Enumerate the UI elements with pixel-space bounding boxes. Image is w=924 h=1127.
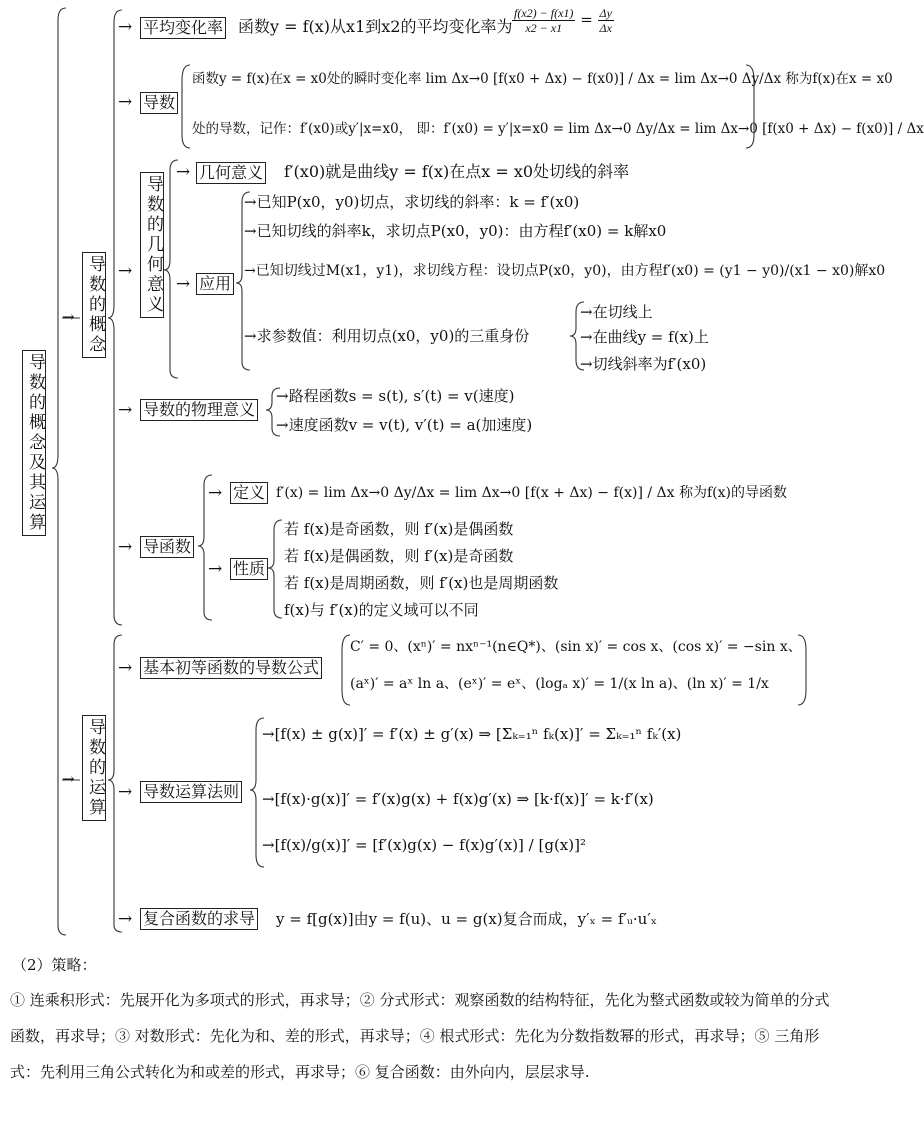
prop-1: 若 f(x)是奇函数，则 f′(x)是偶函数	[284, 520, 514, 538]
derivative-line2: 处的导数，记作：f′(x0)或y′|x=x0， 即：f′(x0) = y′|x=x0 = lim Δx→0 Δy/Δx = lim Δx→0 [f(x0 + Δx) − f(x0)] / Δx	[192, 121, 924, 137]
property-brace	[268, 520, 282, 618]
derivative-paren-left	[182, 65, 190, 148]
arrow-derived: →	[118, 537, 133, 557]
arrow-prop: →	[208, 559, 223, 579]
avg-rate-box: 平均变化率	[140, 17, 226, 39]
strategy-heading: （2）策略：	[12, 956, 97, 974]
app-box: 应用	[196, 273, 234, 295]
meaning-box: 几何意义	[196, 162, 266, 184]
arrow-composite: →	[118, 909, 133, 929]
avg-frac1	[512, 6, 575, 35]
root-brace	[52, 8, 66, 935]
arrow-basic: →	[118, 658, 133, 678]
app-line2: →已知切线的斜率k，求切点P(x0，y0)：由方程f′(x0) = k解x0	[244, 222, 667, 240]
avg-rate-text: 函数y = f(x)从x1到x2的平均变化率为	[238, 17, 513, 36]
def-box: 定义	[230, 482, 268, 504]
composite-box: 复合函数的求导	[140, 908, 258, 930]
basic-line2: (aˣ)′ = aˣ ln a、(eˣ)′ = eˣ、(logₐ x)′ = 1/(x ln a)、(ln x)′ = 1/x	[350, 676, 769, 692]
app-line1: →已知P(x0，y0)切点，求切线的斜率：k = f′(x0)	[244, 193, 580, 211]
identity-2: →在曲线y = f(x)上	[580, 328, 709, 346]
physical-line1: →路程函数s = s(t), s′(t) = v(速度)	[276, 387, 515, 405]
arrow-concept: →	[62, 308, 75, 326]
rule-2: →[f(x)·g(x)]′ = f′(x)g(x) + f(x)g′(x) ⇒ [k·f(x)]′ = k·f′(x)	[262, 790, 654, 808]
geometric-node	[140, 172, 164, 318]
meaning-text: f′(x0)就是曲线y = f(x)在点x = x0处切线的斜率	[284, 162, 630, 181]
arrow-app: →	[176, 274, 191, 294]
arrow-def: →	[208, 483, 223, 503]
app-line3: →已知切线过M(x1，y1)，求切线方程：设切点P(x0，y0)，由方程f′(x0) = (y1 − y0)/(x1 − x0)解x0	[244, 263, 886, 279]
prop-4: f(x)与 f′(x)的定义域可以不同	[284, 601, 479, 619]
basic-line1: C′ = 0、(xⁿ)′ = nxⁿ⁻¹(n∈Q*)、(sin x)′ = cos x、(cos x)′ = −sin x、	[350, 639, 802, 655]
derivative-line1: 函数y = f(x)在x = x0处的瞬时变化率 lim Δx→0 [f(x0 + Δx) − f(x0)] / Δx = lim Δx→0 Δy/Δx 称为f(x)在x = x0	[192, 71, 893, 87]
derived-box: 导函数	[140, 536, 194, 558]
composite-text: y = f[g(x)]由y = f(u)、u = g(x)复合而成，y′ₓ = f′ᵤ·u′ₓ	[276, 910, 658, 928]
operation-label: 导数的运算	[85, 718, 105, 818]
avg-rate-formula	[512, 6, 614, 35]
basic-paren-left	[342, 635, 350, 705]
avg-eq: =	[580, 10, 593, 29]
identity-3: →切线斜率为f′(x0)	[580, 355, 707, 373]
arrow-geometric: →	[118, 261, 133, 281]
basic-box: 基本初等函数的导数公式	[140, 657, 322, 679]
geometric-brace	[164, 160, 178, 378]
avg-frac2-den: Δx	[599, 21, 612, 35]
rule-3: →[f(x)/g(x)]′ = [f′(x)g(x) − f(x)g′(x)] / [g(x)]²	[262, 836, 586, 854]
root-node	[22, 350, 46, 536]
def-text: f′(x) = lim Δx→0 Δy/Δx = lim Δx→0 [f(x + Δx) − f(x)] / Δx 称为f(x)的导函数	[276, 485, 787, 501]
physical-box: 导数的物理意义	[140, 399, 258, 421]
identity-1: →在切线上	[580, 303, 653, 321]
avg-frac1-num: f(x2) − f(x1)	[514, 6, 574, 20]
arrow-avg: →	[118, 17, 133, 37]
root-label: 导数的概念及其运算	[25, 353, 45, 533]
arrow-physical: →	[118, 400, 133, 420]
operation-node	[82, 715, 106, 821]
concept-label: 导数的概念	[85, 255, 105, 355]
avg-frac2	[598, 6, 614, 35]
rules-box: 导数运算法则	[140, 781, 242, 803]
prop-2: 若 f(x)是偶函数，则 f′(x)是奇函数	[284, 547, 514, 565]
derivative-box: 导数	[140, 92, 178, 114]
app-line4: →求参数值：利用切点(x0，y0)的三重身份	[244, 327, 530, 345]
avg-frac1-den: x2 − x1	[525, 21, 563, 35]
avg-frac2-num: Δy	[599, 6, 612, 20]
arrow-meaning: →	[176, 162, 191, 182]
prop-3: 若 f(x)是周期函数，则 f′(x)也是周期函数	[284, 574, 559, 592]
arrow-rules: →	[118, 782, 133, 802]
geometric-label: 导数的几何意义	[143, 175, 163, 315]
prop-box: 性质	[230, 558, 268, 580]
physical-line2: →速度函数v = v(t), v′(t) = a(加速度)	[276, 416, 533, 434]
strategy-body: ① 连乘积形式：先展开化为多项式的形式，再求导；② 分式形式：观察函数的结构特征，先化为整式函数或较为简单的分式函数，再求导；③ 对数形式：先化为和、差的形式，再求导；④ 根式形式：先化为分数指数幂的形式，再求导；⑤ 三角形式：先利用三角公式转化为和或差的形式，再求导；⑥ 复合函数：由外向内，层层求导.	[10, 991, 830, 1081]
concept-node	[82, 252, 106, 358]
arrow-derivative: →	[118, 92, 133, 112]
rule-1: →[f(x) ± g(x)]′ = f′(x) ± g′(x) ⇒ [Σₖ₌₁ⁿ fₖ(x)]′ = Σₖ₌₁ⁿ fₖ′(x)	[262, 725, 682, 743]
arrow-operation: →	[62, 770, 75, 788]
